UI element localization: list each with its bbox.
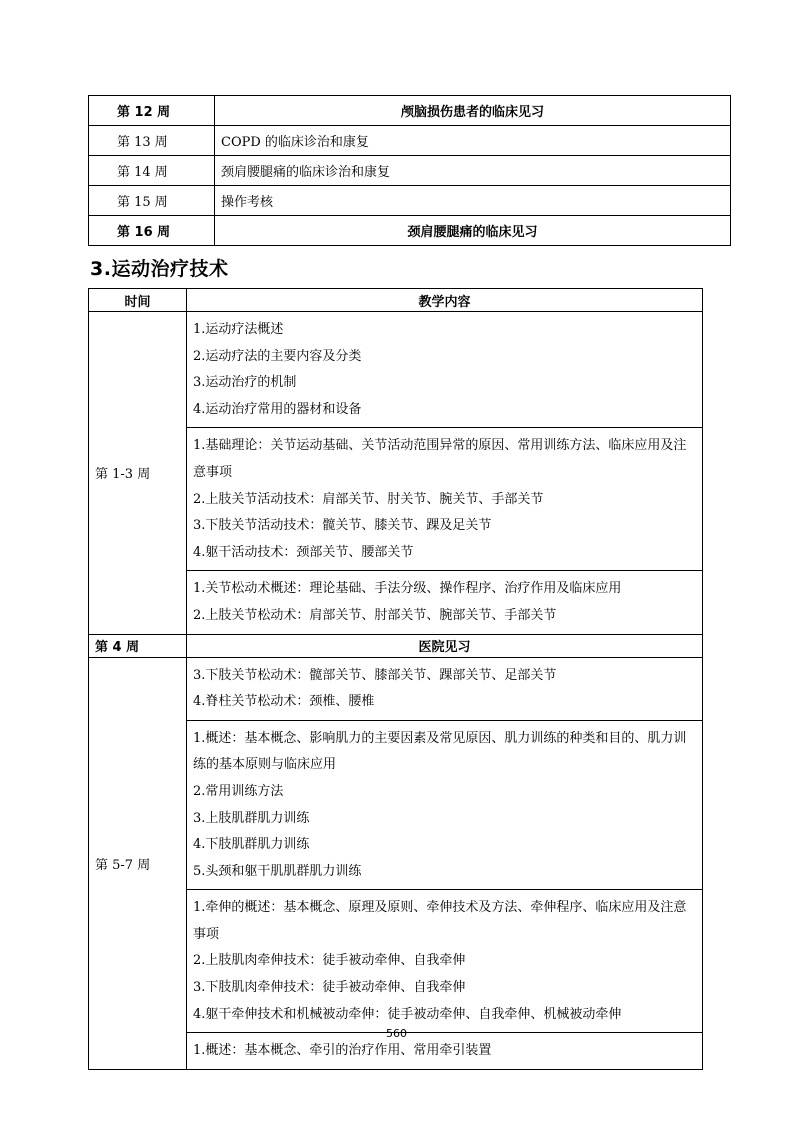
content-cell: 颅脑损伤患者的临床见习 (215, 96, 731, 126)
table-row (89, 186, 731, 216)
list-item: 1.运动疗法概述 (193, 322, 284, 337)
table-row (89, 312, 703, 428)
list-item: 4.下肢肌群肌力训练 (193, 837, 310, 853)
header-content: 教学内容 (187, 289, 703, 312)
list-item: 3.下肢关节活动技术：髋关节、膝关节、踝及足关节 (193, 518, 492, 534)
table-header-row (89, 289, 703, 312)
section-title: 3.运动治疗技术 (90, 258, 229, 280)
week-cell: 第 4 周 (89, 634, 187, 657)
content-cell: 操作考核 (215, 186, 731, 216)
week-cell: 第 5-7 周 (89, 657, 187, 1069)
table-row (89, 634, 703, 657)
week-cell: 第 13 周 (89, 126, 215, 156)
list-item: 1.概述：基本概念、牵引的治疗作用、常用牵引装置 (193, 1043, 492, 1059)
content-group (187, 657, 703, 720)
content-group (187, 571, 703, 634)
content-group (187, 312, 703, 428)
table-row (89, 96, 731, 126)
motion-therapy-table (88, 288, 703, 1070)
table-row (89, 657, 703, 720)
list-item: 4.躯干牵伸技术和机械被动牵伸：徒手被动牵伸、自我牵伸、机械被动牵伸 (193, 1006, 622, 1022)
list-item: 3.下肢肌肉牵伸技术：徒手被动牵伸、自我牵伸 (193, 980, 466, 996)
top-schedule-table (88, 95, 731, 246)
list-item: 3.上肢肌群肌力训练 (193, 810, 310, 826)
list-item: 1.基础理论：关节运动基础、关节活动范围异常的原因、常用训练方法、临床应用及注意事项 (193, 438, 687, 480)
week-cell: 第 12 周 (89, 96, 215, 126)
table-row (89, 216, 731, 246)
list-item: 4.脊柱关节松动术：颈椎、腰椎 (193, 694, 375, 710)
list-item: 1.关节松动术概述：理论基础、手法分级、操作程序、治疗作用及临床应用 (193, 581, 622, 597)
list-item: 2.常用训练方法 (193, 783, 284, 799)
list-item: 4.躯干活动技术：颈部关节、腰部关节 (193, 544, 414, 560)
content-group (187, 428, 703, 571)
content-group (187, 890, 703, 1033)
content-cell: 颈肩腰腿痛的临床诊治和康复 (215, 156, 731, 186)
list-item: 4.运动治疗常用的器材和设备 (193, 401, 362, 417)
header-time: 时间 (89, 289, 187, 312)
list-item: 2.上肢肌肉牵伸技术：徒手被动牵伸、自我牵伸 (193, 953, 466, 969)
list-item: 1.概述：基本概念、影响肌力的主要因素及常见原因、肌力训练的种类和目的、肌力训练的基本原则与临床应用 (193, 730, 687, 773)
week-cell: 第 14 周 (89, 156, 215, 186)
week-cell: 第 16 周 (89, 216, 215, 246)
list-item: 3.运动治疗的机制 (193, 375, 297, 391)
content-group (187, 720, 703, 890)
list-item: 2.运动疗法的主要内容及分类 (193, 348, 362, 364)
week-cell: 第 1-3 周 (89, 312, 187, 635)
table-row (89, 126, 731, 156)
list-item: 3.下肢关节松动术：髋部关节、膝部关节、踝部关节、足部关节 (193, 667, 557, 683)
list-item: 2.上肢关节松动术：肩部关节、肘部关节、腕部关节、手部关节 (193, 607, 557, 623)
content-cell: 医院见习 (187, 634, 703, 657)
page-number: 560 (386, 1027, 407, 1040)
content-cell: 颈肩腰腿痛的临床见习 (215, 216, 731, 246)
content-cell: COPD 的临床诊治和康复 (215, 126, 731, 156)
list-item: 5.头颈和躯干肌肌群肌力训练 (193, 863, 362, 879)
list-item: 2.上肢关节活动技术：肩部关节、肘关节、腕关节、手部关节 (193, 491, 544, 507)
week-cell: 第 15 周 (89, 186, 215, 216)
list-item: 1.牵伸的概述：基本概念、原理及原则、牵伸技术及方法、牵伸程序、临床应用及注意事项 (193, 900, 687, 942)
table-row (89, 156, 731, 186)
